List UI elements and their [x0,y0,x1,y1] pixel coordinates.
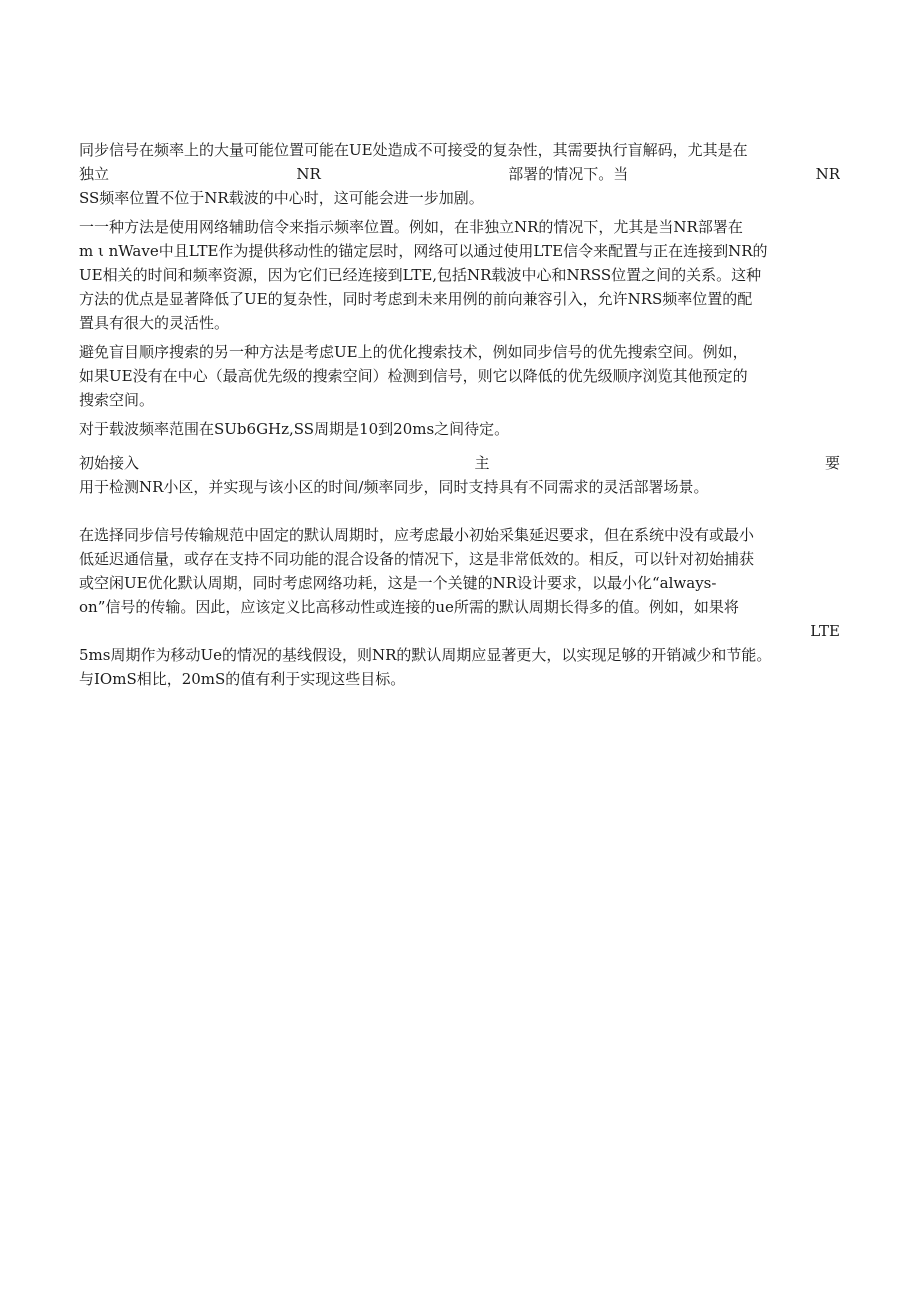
paragraph [79,523,840,691]
text-line: LTE [810,622,840,640]
paragraph [79,451,840,499]
text-line: 对于载波频率范围在SUb6GHz,SS周期是10到20ms之间待定。 [79,420,510,438]
paragraph [79,417,840,441]
text-line: 避免盲目顺序搜索的另一种方法是考虑UE上的优化搜索技术，例如同步信号的优先搜索空间。例如， [79,343,748,361]
text-fragment: 初始接入 [79,454,140,472]
paragraph [79,215,840,335]
text-line: 方法的优点是显著降低了UE的复杂性，同时考虑到未来用例的前向兼容引入，允许NRS频率位置的配 [79,290,753,308]
text-fragment: 独立 [79,165,110,183]
text-line: 搜索空间。 [79,391,155,409]
paragraph [79,138,840,210]
text-line: UE相关的时间和频率资源，因为它们已经连接到LTE,包括NR载波中心和NRSS位置之间的关系。这种 [79,266,762,284]
text-line: 同步信号在频率上的大量可能位置可能在UE处造成不可接受的复杂性，其需要执行盲解码，尤其是在 [79,141,748,159]
text-fragment: NR [815,165,840,183]
paragraph [79,340,840,412]
text-line: 低延迟通信量，或存在支持不同功能的混合设备的情况下，这是非常低效的。相反，可以针对初始捕获 [79,550,755,568]
justified-line [79,162,840,186]
document-body [79,138,840,691]
text-line: 置具有很大的灵活性。 [79,314,230,332]
text-line: 一一种方法是使用网络辅助信令来指示频率位置。例如，在非独立NR的情况下，尤其是当NR部署在 [79,218,743,236]
text-fragment: NR [296,165,321,183]
text-line: on”信号的传输。因此，应该定义比高移动性或连接的ue所需的默认周期长得多的值。例如，如果将 [79,598,739,616]
text-line: 用于检测NR小区，并实现与该小区的时间/频率同步，同时支持具有不同需求的灵活部署场景。 [79,478,709,496]
text-line: 如果UE没有在中心（最高优先级的搜索空间）检测到信号，则它以降低的优先级顺序浏览其他预定的 [79,367,748,385]
text-line: 在选择同步信号传输规范中固定的默认周期时，应考虑最小初始采集延迟要求，但在系统中没有或最小 [79,526,755,544]
text-fragment: 主 [474,454,490,472]
text-fragment: 要 [824,454,840,472]
text-fragment: 部署的情况下。当 [508,165,629,183]
justified-line [79,451,840,475]
text-line: m ι nWave中且LTE作为提供移动性的锚定层时，网络可以通过使用LTE信令来配置与正在连接到NR的 [79,242,768,260]
text-line: 或空闲UE优化默认周期，同时考虑网络功耗，这是一个关键的NR设计要求，以最小化“always- [79,574,717,592]
text-line: SS频率位置不位于NR载波的中心时，这可能会进一步加剧。 [79,189,484,207]
text-line: 与IOmS相比，20mS的值有利于实现这些目标。 [79,670,406,688]
text-line: 5ms周期作为移动Ue的情况的基线假设，则NR的默认周期应显著更大，以实现足够的开销减少和节能。 [79,646,772,664]
